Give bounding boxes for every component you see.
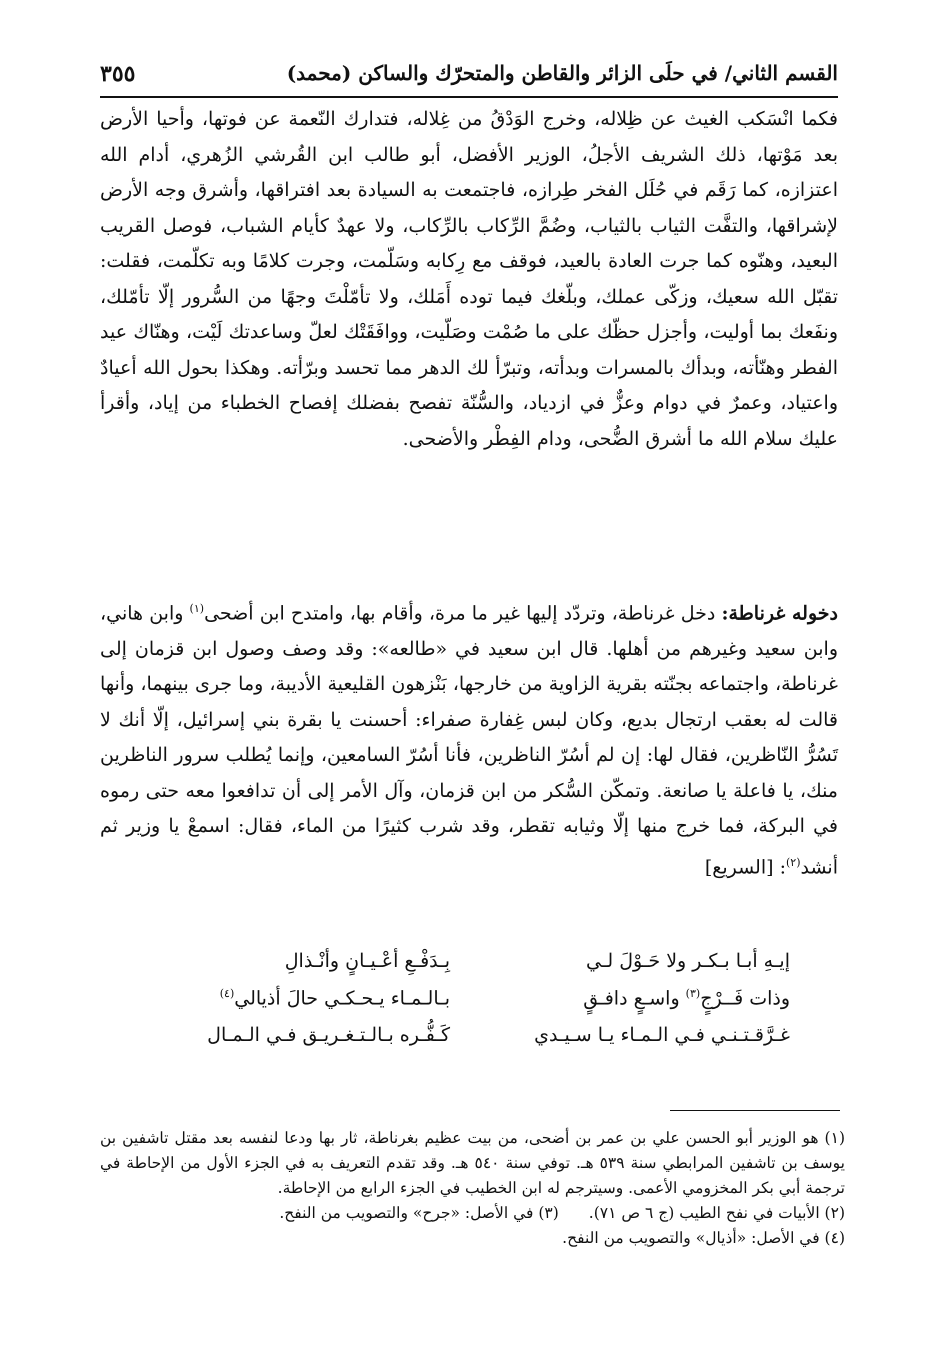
verse-line <box>150 950 790 987</box>
footnote-3: (٣) في الأصل: «جرح» والتصويب من النفح. <box>279 1204 559 1222</box>
footnote-row <box>100 1201 845 1226</box>
verse-line <box>150 987 790 1024</box>
footnote-2: (٢) الأبيات في نفح الطيب (ج ٦ ص ٧١). <box>588 1204 845 1222</box>
footnote-ref-4: (٤) <box>219 987 235 1000</box>
verse-text: واسـعٍ دافـقٍ <box>583 987 686 1010</box>
header-divider <box>100 96 838 98</box>
verse-text: وذات فَــرْجٍ <box>700 987 790 1010</box>
verse-first-hemistich: إيـهِ أبـا بـكـر ولا حَـوْلَ لـي <box>586 950 790 972</box>
footnote-ref-1: (١) <box>189 602 205 615</box>
section-heading: دخوله غرناطة: <box>721 602 838 625</box>
verse-second-hemistich <box>150 987 450 1009</box>
verse-line <box>150 1024 790 1061</box>
paragraph-granada <box>100 591 838 886</box>
footnote-4: (٤) في الأصل: «أذيال» والتصويب من النفح. <box>562 1229 845 1247</box>
paragraph-text-a: دخل غرناطة، وتردّد إليها غير ما مرة، وأقام بها، وامتدح ابن أضحى <box>204 602 716 625</box>
footnote-divider <box>670 1110 840 1111</box>
verse-first-hemistich <box>500 987 790 1009</box>
verse-text: بـالـمـاء يـحـكـي حالَ أذيالي <box>234 987 450 1010</box>
paragraph-greeting: فكما انْسَكب الغيث عن ظِلاله، وخرج الوَدْقُ من غِلاله، فتدارك النّعمة عن فوتها، وأحيا الأرض بعد مَوْتها، ذلك الشريف الأجلُ، الوزير الأفضل، أبو طالب ابن القُرشي الزُهري، أدام الله اعتزازه، كما رَقَم في حُلَل الفخر طِرازه، فاجتمعت به السيادة بعد افتراقها، وأشرق وجه الأرض لإشراقها، والتفَّت الثياب بالثياب، وضُمَّ الرِّكاب بالرِّكاب، ولا عهدٌ كأيام الشباب، فوصل القريب البعيد، وهنّوه كما جرت العادة بالعيد، فوقف مع رِكابه وسَلّمت، وجرت كلامًا وبه تكلّمت، فقلت: تقبّل الله سعيك، وزكّى عملك، وبلّغك فيما توده أَمَلك، ولا تأمّلْتَ وجهًا من السُّرور إلّا تأمّلك، ونفَعك بما أوليت، وأجزل حظّك على ما صُمْت وصَلّيت، ووافَقَتْك لعلّ وساعدتك لَيْت، وهنّاك عيد الفطر وهنّأته، وبدأك بالمسرات وبدأته، وتبرّأ لك الدهر مما تحسد وبرّأته. وهكذا بحول الله أعيادٌ واعتياد، وعمرٌ في دوام وعزٌّ في ازدياد، والسُّنّة تفصح بفضلك إفصاح الخطباء من إياد، وأقرأ عليك سلام الله ما أشرق الضُّحى، ودام الفِطْر والأضحى. <box>100 108 839 450</box>
verse-first-hemistich: غـرَّقـتـنـي فـي الـمـاء يـا سـيـدي <box>534 1024 790 1046</box>
verse-second-hemistich: بِـدَفْـعِ أعْـيـانٍ وأنْـذالِ <box>284 950 450 972</box>
verse-second-hemistich: كَـفُّـره بـالـتـغـريـق فـي الـمـال <box>207 1024 450 1046</box>
running-header <box>100 55 838 95</box>
footnotes <box>100 1126 845 1251</box>
footnote-ref-2: (٢) <box>785 855 801 869</box>
footnote-1: (١) هو الوزير أبو الحسن علي بن عمر بن أضحى، من بيت عظيم بغرناطة، ثار بها ودعا لنفسه بعد مقتل تاشفين بن يوسف بن تاشفين المرابطي سنة ٥٣٩ هـ. توفي سنة ٥٤٠ هـ. وقد تقدم التعريف به في الجزء الأول من الإحاطة في ترجمة أبي بكر المخزومي الأعمى. وسيترجم له ابن الخطيب في الجزء الرابع من الإحاطة. <box>100 1129 845 1197</box>
footnote-ref-3: (٣) <box>685 987 701 1000</box>
paragraph-text-b: وابن هاني، وابن سعيد وغيرهم من أهلها. قال ابن سعيد في «طالعه»: وقد وصف وصول ابن قزمان إلى غرناطة، واجتماعه بجنّته بقرية الزاوية من خارجها، بَنْزهون القليعية الأديبة، وما جرى بينهما، وأنها قالت له بعقب ارتجال بديع، وكان لبس غِفارة صفراء: أحسنت يا بقرة بني إسرائيل، إلّا أنك لا تَسُرُّ النّاظرين، فقال لها: إن لم أسُرّ الناظرين، فأنا أسُرّ السامعين، وإنما يُطلب سرور الناظرين منك، يا فاعلة يا صانعة. وتمكّن السُّكر من ابن قزمان، وآل الأمر إلى أن تدافعوا معه حتى رموه في البركة، فما خرج منها إلّا وثيابه تقطر، وقد شرب كثيرًا من الماء، فقال: اسمعْ يا وزير ثم أنشد <box>100 602 838 879</box>
meter-label: : [السريع] <box>704 856 786 879</box>
poem <box>150 950 790 1061</box>
page-number: ٣٥٥ <box>100 61 136 87</box>
header-title: القسم الثاني/ في حلَى الزائر والقاطن والمتحرّك والساكن (محمد) <box>286 61 838 85</box>
